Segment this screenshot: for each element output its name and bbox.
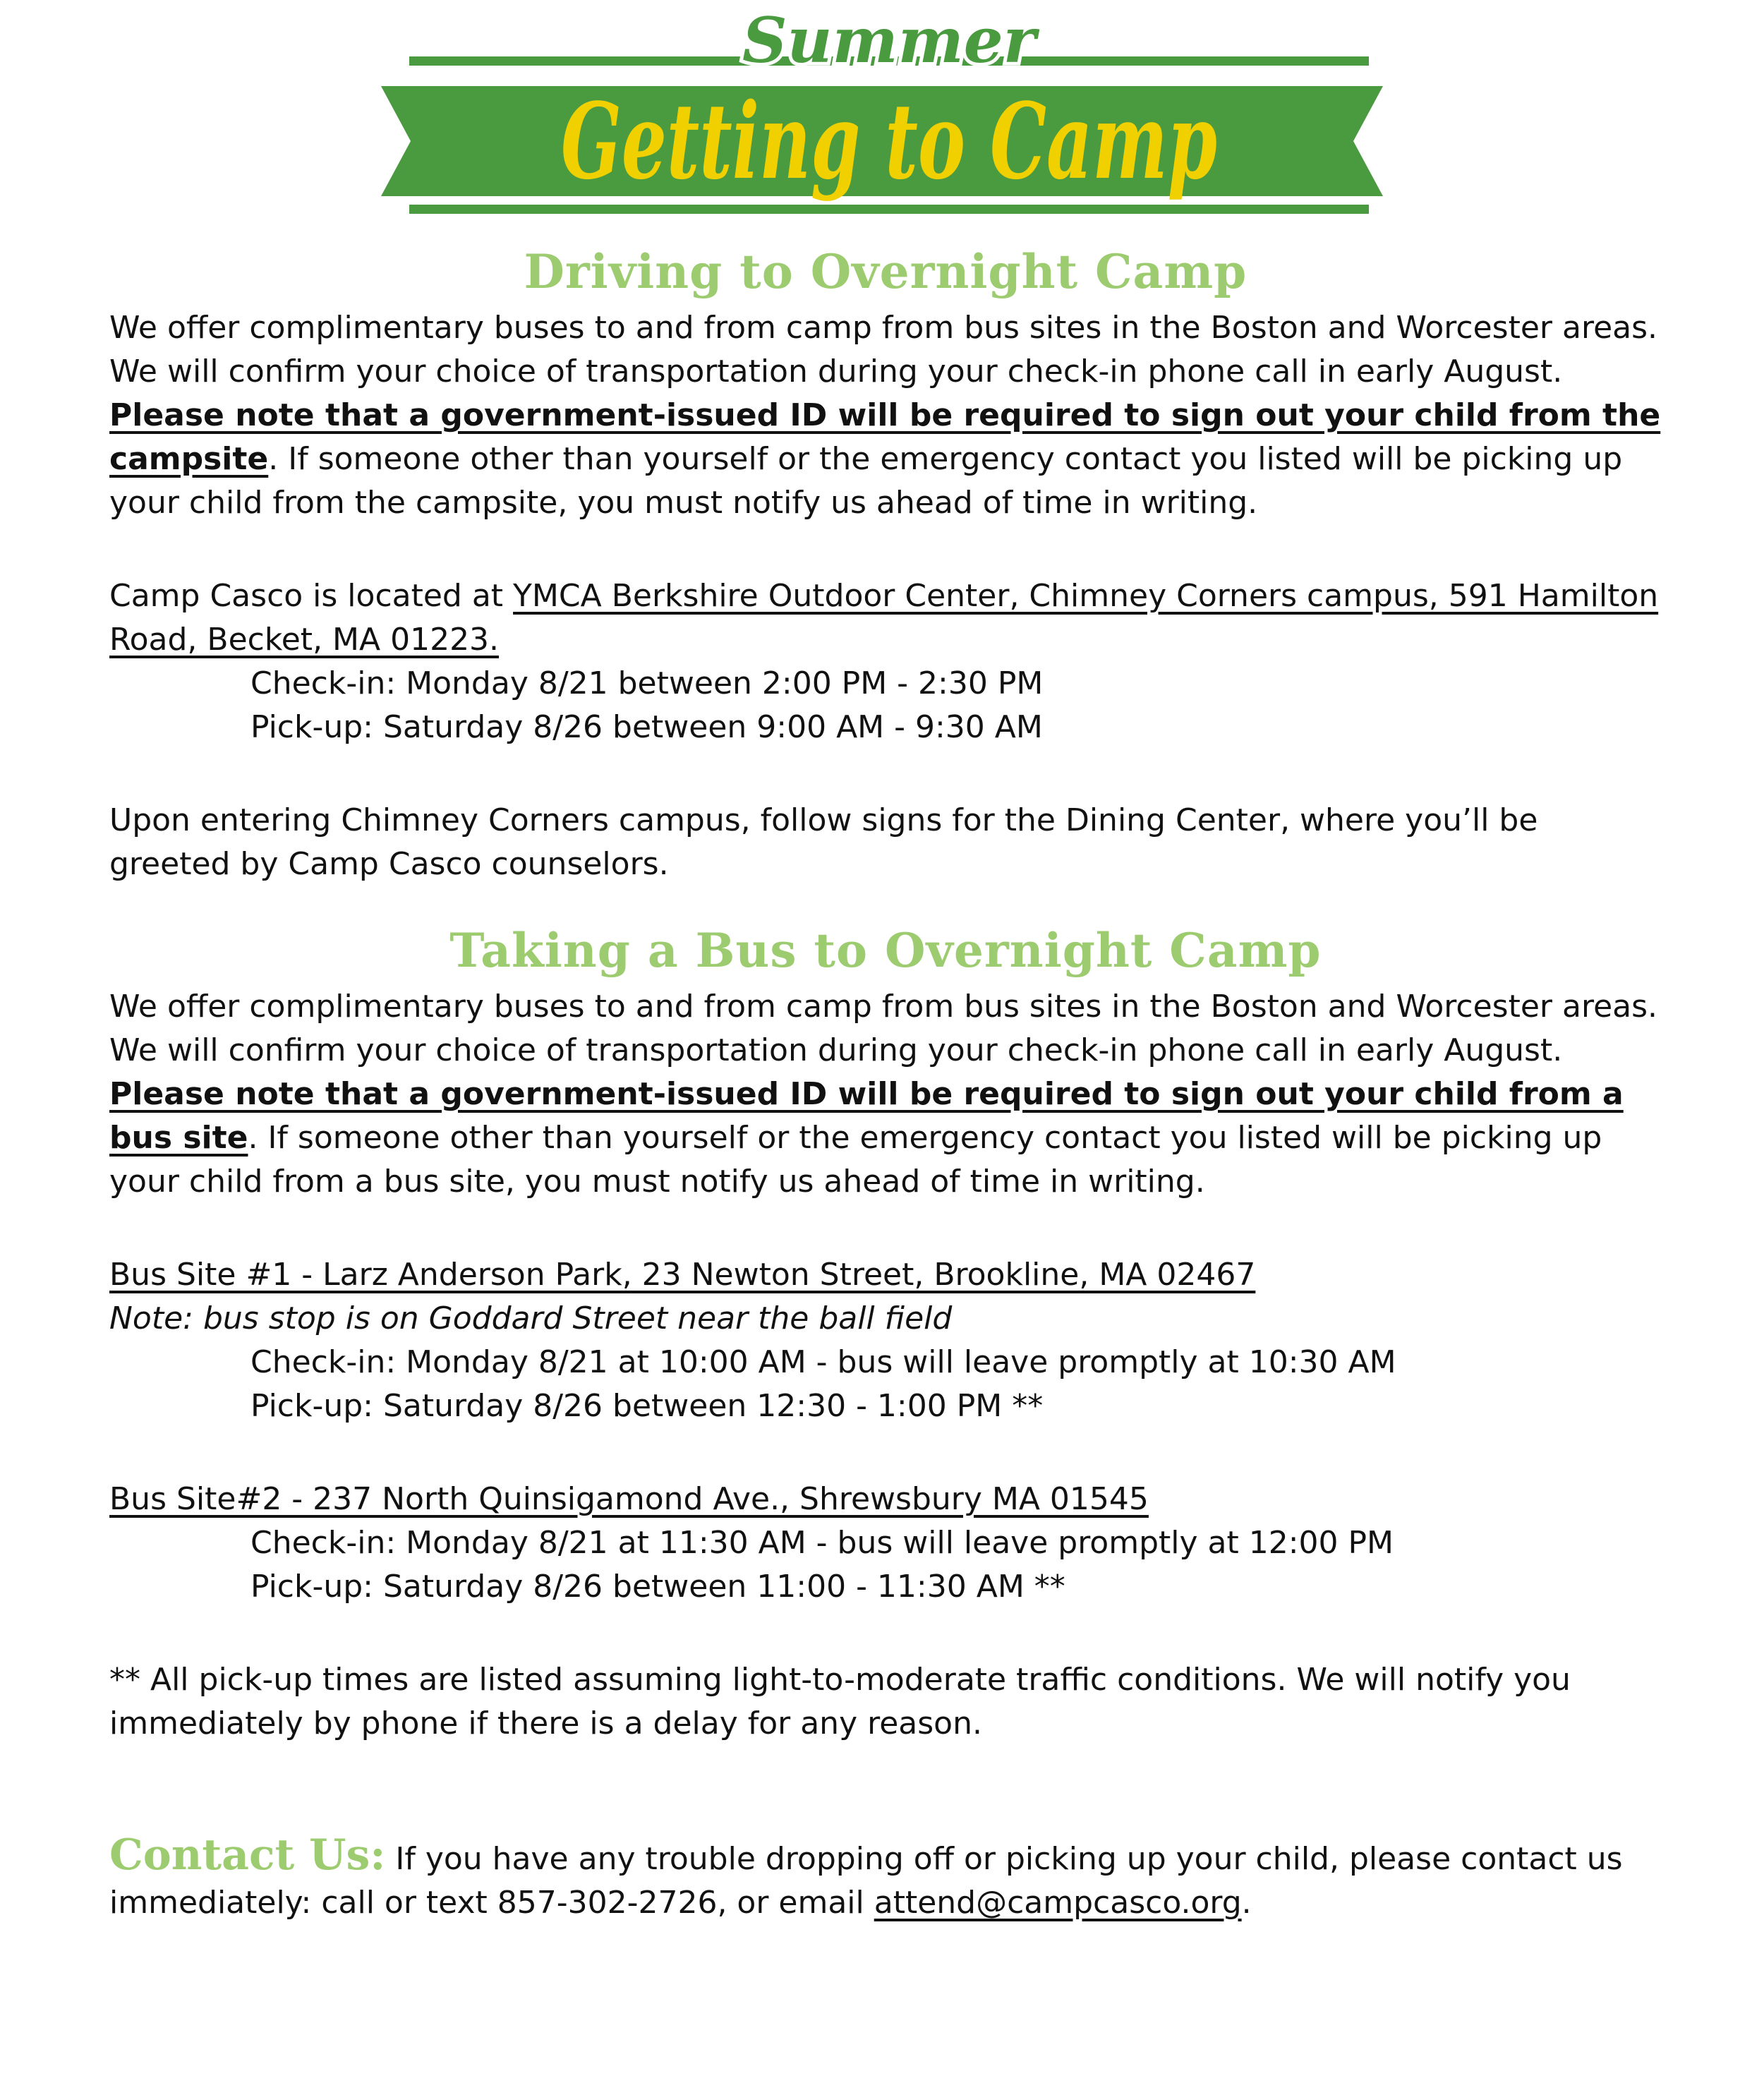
document-body [109, 244, 1662, 1925]
driving-section [109, 244, 1662, 886]
contact-email-link[interactable]: attend@campcasco.org [874, 1885, 1242, 1921]
summer-getting-to-camp-banner [367, 0, 1397, 226]
contact-paragraph [109, 1830, 1662, 1925]
contact-heading: Contact Us: [109, 1830, 386, 1880]
bus-site-1-note: Note: bus stop is on Goddard Street near the ball field [109, 1300, 953, 1336]
bus-intro-text: We offer complimentary buses to and from camp from bus sites in the Boston and Worcester areas. We will confirm your choice of transportation during your check-in phone call in early August. [109, 989, 1658, 1068]
bus-site-2-pickup: Pick-up: Saturday 8/26 between 11:00 - 11:30 AM ** [250, 1569, 1065, 1605]
bus-id-note: Please note that a government-issued ID will be required to sign out your child from a bus site [109, 1076, 1624, 1156]
driving-intro [109, 306, 1662, 525]
driving-intro-text: We offer complimentary buses to and from camp from bus sites in the Boston and Worcester areas. We will confirm your choice of transportation during your check-in phone call in early August. [109, 310, 1658, 390]
contact-section [109, 1830, 1662, 1925]
bus-site-1-title: Bus Site #1 - Larz Anderson Park, 23 Newton Street, Brookline, MA 02467 [109, 1257, 1256, 1293]
driving-id-note: Please note that a government-issued ID will be required to sign out your child from the campsite [109, 397, 1661, 477]
driving-location [109, 574, 1662, 662]
banner-getting-to-camp-text: Getting to Camp [561, 80, 1217, 203]
bus-site-2-title: Bus Site#2 - 237 North Quinsigamond Ave., Shrewsbury MA 01545 [109, 1481, 1149, 1517]
banner-summer-text: Summer [742, 4, 1037, 77]
location-link[interactable]: YMCA Berkshire Outdoor Center, Chimney Corners campus, 591 Hamilton Road, Becket, MA 01223. [109, 578, 1659, 658]
bus-heading: Taking a Bus to Overnight Camp [449, 923, 1322, 978]
driving-checkin: Check-in: Monday 8/21 between 2:00 PM - 2:30 PM [250, 665, 1044, 701]
banner-bottom-stripe [409, 205, 1369, 214]
bus-site-1-checkin: Check-in: Monday 8/21 at 10:00 AM - bus will leave promptly at 10:30 AM [250, 1344, 1396, 1380]
driving-heading: Driving to Overnight Camp [524, 244, 1248, 299]
driving-intro-tail: . If someone other than yourself or the emergency contact you listed will be picking up your child from the campsite, you must notify us ahead of time in writing. [109, 441, 1623, 521]
bus-intro [109, 985, 1662, 1204]
bus-site-2-checkin: Check-in: Monday 8/21 at 11:30 AM - bus will leave promptly at 12:00 PM [250, 1525, 1394, 1561]
driving-arrival: Upon entering Chimney Corners campus, follow signs for the Dining Center, where you’ll be greeted by Camp Casco counselors. [109, 802, 1538, 882]
driving-pickup: Pick-up: Saturday 8/26 between 9:00 AM - 9:30 AM [250, 709, 1043, 745]
bus-intro-tail: . If someone other than yourself or the emergency contact you listed will be picking up your child from a bus site, you must notify us ahead of time in writing. [109, 1120, 1602, 1200]
location-prefix: Camp Casco is located at [109, 578, 514, 614]
contact-end: . [1241, 1885, 1252, 1921]
bus-section [109, 923, 1662, 1746]
bus-site-1-pickup: Pick-up: Saturday 8/26 between 12:30 - 1:00 PM ** [250, 1388, 1044, 1424]
contact-text: If you have any trouble dropping off or picking up your child, please contact us immediately: call or text 857-302-2726, or email [109, 1841, 1623, 1921]
pickup-footnote: ** All pick-up times are listed assuming light-to-moderate traffic conditions. We will notify you immediately by phone if there is a delay for any reason. [109, 1662, 1571, 1741]
